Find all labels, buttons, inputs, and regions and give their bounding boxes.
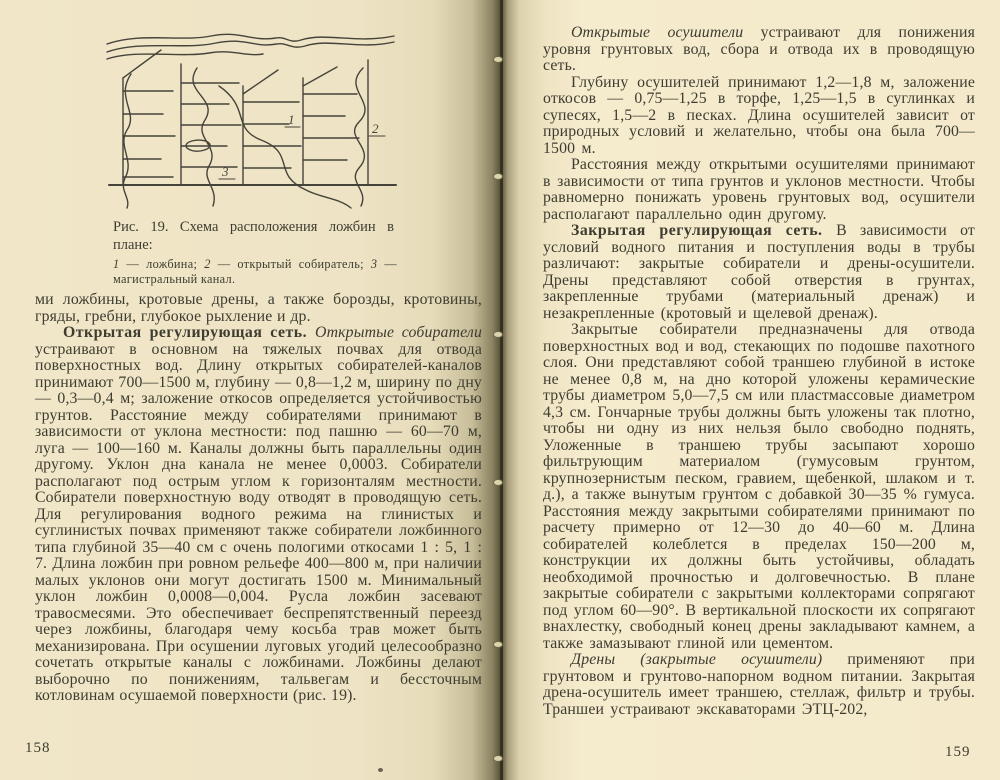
text-run: ми ложбины, кротовые дрены, а также борозды, кротовины, гряды, гребни, глубокое рыхление и др. <box>35 291 482 325</box>
left-page-body <box>35 292 482 705</box>
paragraph <box>543 25 975 75</box>
text-run: Глубину осушителей принимают 1,2—1,8 м, заложение откосов — 0,75—1,25 в торфе, 1,25—1,5 в суглинках и супесях, 1,5—2 в песках. Длина осушителей зависит от природных условий и желательно, чтобы она была 700—1500 м. <box>543 73 975 157</box>
figure-marker-2: 2 <box>372 121 379 136</box>
paragraph <box>543 652 975 718</box>
page-number-right: 159 <box>945 744 971 760</box>
paragraph <box>35 292 482 325</box>
text-run: 1 <box>113 257 120 271</box>
text-run: Закрытая регулирующая сеть. <box>571 222 837 239</box>
paragraph <box>543 322 975 652</box>
text-run: Расстояния между открытыми осушителями принимают в зависимости от типа грунтов и уклонов местности. Чтобы равномерно понижать уровень грунтовых вод, осушители располагают параллельно один другому. <box>543 156 975 223</box>
figure-marker-3: 3 <box>222 164 229 179</box>
binding-stitch <box>493 641 503 648</box>
paragraph <box>543 75 975 158</box>
paragraph <box>543 223 975 322</box>
right-page-body <box>543 25 975 718</box>
text-run: — открытый собиратель; <box>210 257 371 271</box>
text-run: устраивают в основном на тяжелых почвах для отвода поверхностных вод. Длину открытых собирателей-каналов принимают 700—1500 м, глубину — 0,8—1,2 м, ширину по дну — 0,3—0,4 м; заложение откосов определяется устойчивостью грунтов. Расстояние между собирателями принимают в зависимости от уклона местности: под пашню — 60—70 м, луга — 100—160 м. Каналы должны быть параллельны один другому. Уклон дна канала не менее 0,0003. Собиратели располагают под острым углом к горизонталям местности. Собиратели поверхностную воду отводят в проводящую сеть. Для регулирования водного режима на глинистых и суглинистых почвах применяют также собиратели ложбинного типа глубиной 35—40 см с очень пологими откосами 1 : 5, 1 : 7. Длина ложбин при ровном рельефе 400—800 м, при наличии малых уклонов они могут достигать 1500 м. Минимальный уклон ложбин 0,0008—0,004. Русла ложбин засевают травосмесями. Это обеспечивает беспрепятственный переезд через ложбины, благодаря чему косьба трав может быть механизирована. При осушении луговых угодий целесообразно сочетать открытые каналы с ложбинами. Ложбины делают выборочно по понижениям, тальвегам и бессточным котловинам осушаемой поверхности (рис. 19). <box>35 340 482 704</box>
figure-caption: Рис. 19. Схема расположения ложбин в плане: <box>113 219 394 253</box>
binding-stitch <box>493 479 503 486</box>
book-spine <box>500 0 503 780</box>
text-run: 2 <box>204 257 211 271</box>
binding-stitch <box>493 331 503 338</box>
text-run: — ложбина; <box>119 257 205 271</box>
text-run: применяют при грунтовом и грунтово-напорном водном питании. Закрытая дрена-осушитель имеет траншею, стеллаж, фильтр и трубы. Траншеи устраивают экскаваторами ЭТЦ-202, <box>543 651 975 718</box>
figure-marker-1: 1 <box>288 112 295 127</box>
paragraph <box>35 325 482 705</box>
figure-19-diagram <box>101 28 400 214</box>
binding-stitch <box>493 173 503 180</box>
text-run: устраивают для понижения уровня грунтовых вод, сбора и отвода их в проводящую сеть. <box>543 24 975 74</box>
text-run: — магистральный канал. <box>113 257 397 286</box>
text-run: Открытые собиратели <box>315 324 482 341</box>
text-run: Закрытые собиратели предназначены для отвода поверхностных вод и вод, стекающих по подошве пахотного слоя. Они представляют собой траншею глубиной в истоке не менее 0,8 м, на дно которой уложены керамические трубы диаметром 5,0—7,5 см или пластмассовые диаметром 4,3 см. Гончарные трубы должны быть уложены так плотно, чтобы ни одну из них нельзя было свободно поднять, Уложенные в траншею трубы засыпают хорошо фильтрующим материалом (гумусовым грунтом, крупнозернистым песком, гравием, щебенкой, шлаком и т. д.), а также вынутым грунтом с добавкой 30—35 % гумуса. Расстояния между закрытыми собирателями принимают по расчету примерно от 12—30 до 40—60 м. Длина собирателей колеблется в пределах 150—200 м, конструкции их должны быть устойчивы, обладать необходимой прочностью и долговечностью. В плане закрытые собиратели с закрытыми коллекторами сопрягают под углом 60—90°. В вертикальной плоскости их сопрягают внахлестку, свободный конец дрены закладывают камнем, а также замазывают глиной или цементом. <box>543 321 975 652</box>
binding-stitch <box>493 56 503 63</box>
text-run: 3 <box>370 257 378 271</box>
text-run: Открытые осушители <box>571 24 761 41</box>
paragraph <box>543 157 975 223</box>
text-run: В зависимости от условий водного питания и поступления воды в трубы различают: закрытые собиратели и дрены-осушители. Дрены представляют собой отверстия в грунтах, закрепленные трубами (материальный дренаж) и незакрепленные (кротовый и щелевой дренаж). <box>543 222 975 322</box>
figure-legend <box>113 257 397 286</box>
page-number-left: 158 <box>25 740 51 756</box>
ink-speck <box>378 768 383 772</box>
text-run: Дрены (закрытые осушители) <box>571 651 848 668</box>
text-run: Открытая регулирующая сеть. <box>63 324 316 341</box>
binding-stitch <box>493 755 503 762</box>
